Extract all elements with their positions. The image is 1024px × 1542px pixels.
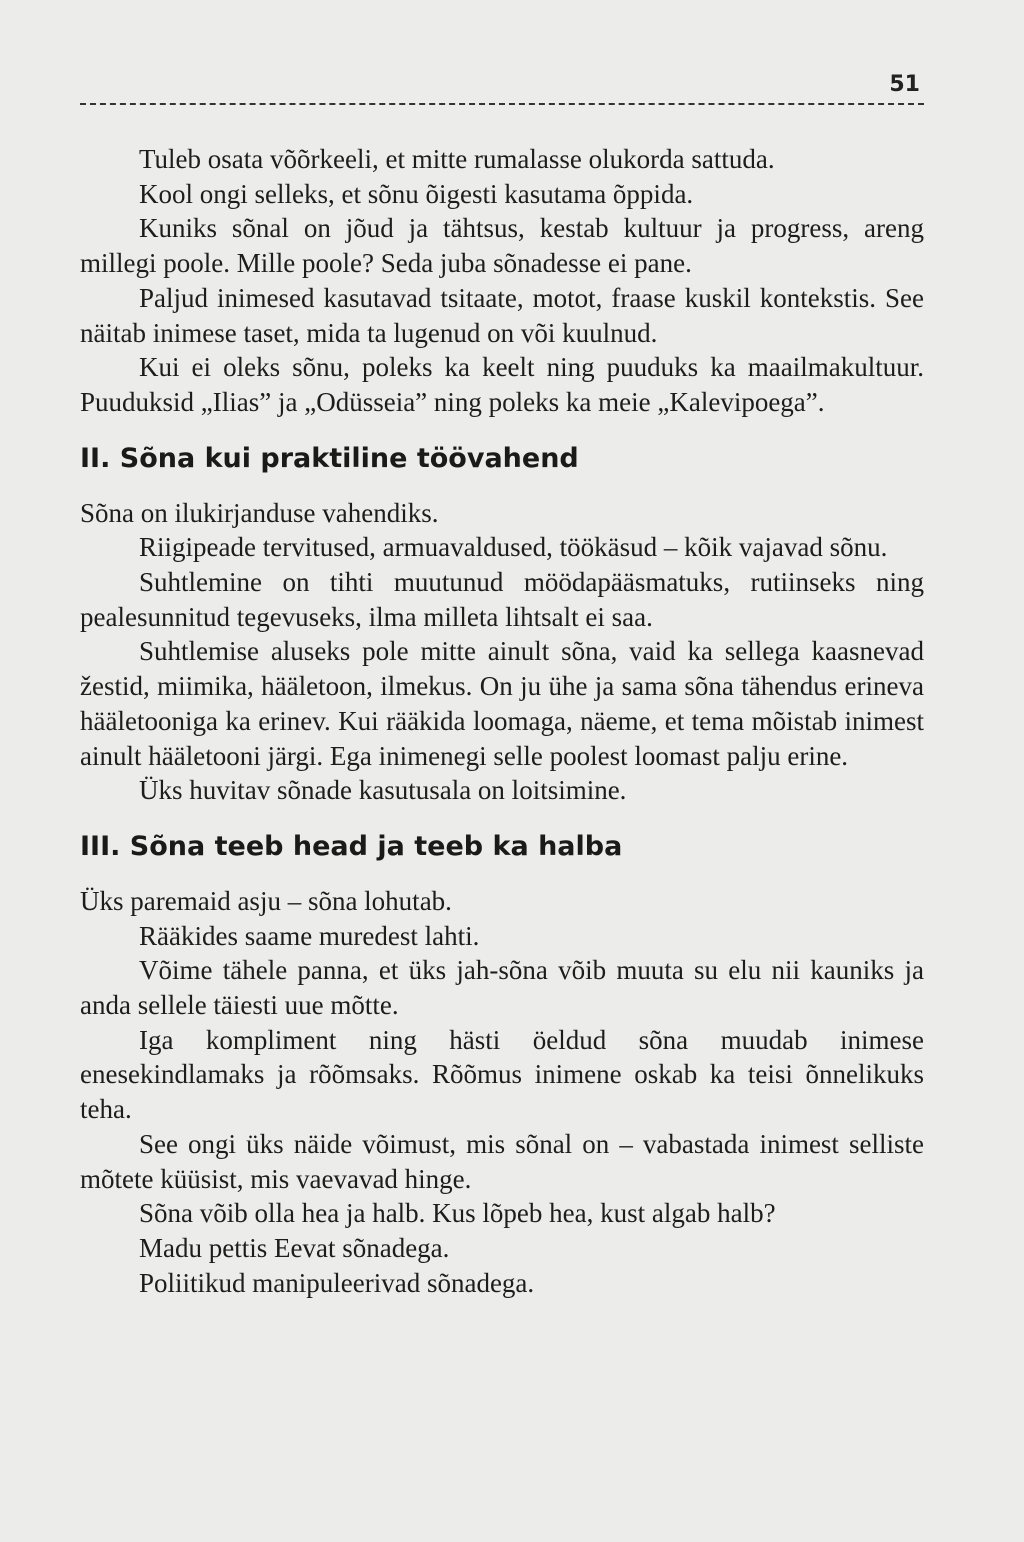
paragraph: Kool ongi selleks, et sõnu õigesti kasutama õppida. (139, 178, 694, 209)
paragraph: Sõna võib olla hea ja halb. Kus lõpeb hea, kust algab halb? (139, 1198, 776, 1229)
paragraph: Riigipeade tervitused, armuavaldused, töökäsud – kõik vajavad sõnu. (139, 532, 888, 563)
paragraph: Suhtlemine on tihti muutunud möödapääsmatuks, rutiinseks ning pealesunnitud tegevuseks, ilma milleta lihtsalt ei saa. (80, 567, 924, 632)
paragraph: Üks paremaid asju – sõna lohutab. (80, 885, 452, 916)
paragraph: Võime tähele panna, et üks jah-sõna võib muuta su elu nii kauniks ja anda sellele täiesti uue mõtte. (80, 955, 924, 1021)
paragraph: Rääkides saame muredest lahti. (139, 920, 480, 951)
page-body (80, 142, 924, 1300)
paragraph: Poliitikud manipuleerivad sõnadega. (139, 1267, 535, 1298)
section-heading-2: II. Sõna kui praktiline töövahend (80, 442, 579, 474)
paragraph: Kuniks sõnal on jõud ja tähtsus, kestab kultuur ja progress, areng millegi poole. Mille poole? Seda juba sõnadesse ei pane. (80, 213, 924, 279)
header-dashed-rule (80, 103, 924, 105)
paragraph: Paljud inimesed kasutavad tsitaate, motot, fraase kuskil kontekstis. See näitab inimese taset, mida ta lugenud on või kuulnud. (80, 282, 924, 348)
paragraph: Sõna on ilukirjanduse vahendiks. (80, 497, 439, 528)
paragraph: Suhtlemise aluseks pole mitte ainult sõna, vaid ka sellega kaasnevad žestid, miimika, hääletoon, ilmekus. On ju ühe ja sama sõna tähendus erineva hääletooniga ka erinev. Kui rääkida loomaga, näeme, et tema mõistab inimest ainult hääletooni järgi. Ega inimenegi selle poolest loomast palju erine. (80, 636, 924, 771)
paragraph: See ongi üks näide võimust, mis sõnal on – vabastada inimest selliste mõtete küüsist, mis vaevavad hinge. (80, 1128, 924, 1194)
paragraph: Madu pettis Eevat sõnadega. (139, 1232, 450, 1263)
paragraph: Tuleb osata võõrkeeli, et mitte rumalasse olukorda sattuda. (139, 144, 775, 174)
paragraph: Üks huvitav sõnade kasutusala on loitsimine. (139, 775, 627, 806)
paragraph: Iga kompliment ning hästi öeldud sõna muudab inimese enesekindlamaks ja rõõmsaks. Rõõmus inimene oskab ka teisi õnnelikuks teha. (80, 1024, 924, 1125)
paragraph: Kui ei oleks sõnu, poleks ka keelt ning puuduks ka maailmakultuur. Puuduksid „Ilias” ja „Odüsseia” ning poleks ka meie „Kalevipoega”. (80, 352, 924, 417)
page-number: 51 (889, 72, 920, 97)
section-heading-3: III. Sõna teeb head ja teeb ka halba (80, 830, 623, 862)
